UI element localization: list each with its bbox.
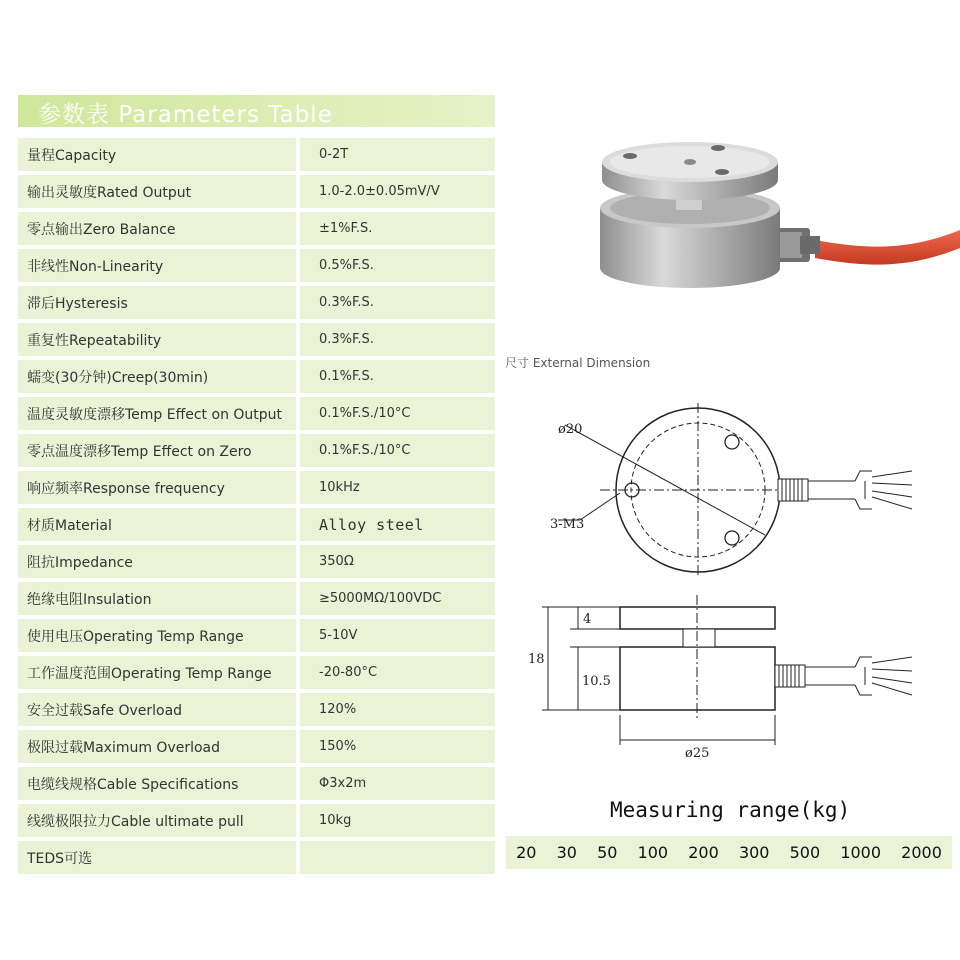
- side-view: [542, 595, 912, 745]
- dim-d25: ø25: [685, 746, 710, 761]
- param-row: [18, 212, 495, 245]
- external-dimension-label: 尺寸 External Dimension: [505, 356, 651, 370]
- dimension-drawing: [520, 395, 960, 775]
- measuring-range-title: Measuring range(kg): [610, 798, 851, 822]
- param-row: [18, 730, 495, 763]
- param-label: 零点输出Zero Balance: [18, 212, 296, 245]
- param-row: [18, 656, 495, 689]
- param-value: 0.1%F.S.: [300, 360, 495, 393]
- param-row: [18, 841, 495, 874]
- param-value: 5-10V: [300, 619, 495, 652]
- param-label: 阻抗Impedance: [18, 545, 296, 578]
- param-value: 0.1%F.S./10°C: [300, 434, 495, 467]
- table-title: 参数表 Parameters Table: [38, 102, 333, 128]
- dim-h10-5: 10.5: [582, 674, 611, 689]
- param-value: -20-80°C: [300, 656, 495, 689]
- dim-d20: ø20: [558, 422, 583, 437]
- param-row: [18, 434, 495, 467]
- param-value: Φ3x2m: [300, 767, 495, 800]
- param-label: 响应频率Response frequency: [18, 471, 296, 504]
- dim-h18: 18: [528, 652, 545, 667]
- param-label: 极限过载Maximum Overload: [18, 730, 296, 763]
- param-row: [18, 286, 495, 319]
- range-value: 50: [597, 843, 618, 862]
- param-label: TEDS可选: [18, 841, 296, 874]
- range-value: 500: [789, 843, 821, 862]
- param-value: 0.1%F.S./10°C: [300, 397, 495, 430]
- range-value: 100: [637, 843, 669, 862]
- param-row: [18, 249, 495, 282]
- param-row: [18, 545, 495, 578]
- param-row: [18, 360, 495, 393]
- product-photo: [590, 140, 960, 300]
- param-row: [18, 397, 495, 430]
- param-value: 120%: [300, 693, 495, 726]
- param-value: 10kg: [300, 804, 495, 837]
- dim-h4: 4: [583, 612, 592, 627]
- param-row: [18, 767, 495, 800]
- top-view: [558, 403, 912, 575]
- param-label: 滞后Hysteresis: [18, 286, 296, 319]
- param-row: [18, 471, 495, 504]
- param-value: 0.3%F.S.: [300, 323, 495, 356]
- param-value: 350Ω: [300, 545, 495, 578]
- param-label: 蠕变(30分钟)Creep(30min): [18, 360, 296, 393]
- param-label: 工作温度范围Operating Temp Range: [18, 656, 296, 689]
- range-value: 2000: [901, 843, 942, 862]
- param-row: [18, 323, 495, 356]
- param-value: ±1%F.S.: [300, 212, 495, 245]
- param-value: 0-2T: [300, 138, 495, 171]
- param-label: 输出灵敏度Rated Output: [18, 175, 296, 208]
- param-label: 线缆极限拉力Cable ultimate pull: [18, 804, 296, 837]
- param-value: 10kHz: [300, 471, 495, 504]
- param-row: [18, 138, 495, 171]
- param-label: 重复性Repeatability: [18, 323, 296, 356]
- param-value: 150%: [300, 730, 495, 763]
- measuring-range-bar: [506, 836, 952, 869]
- table-title-bar: [18, 95, 495, 127]
- param-value: 0.5%F.S.: [300, 249, 495, 282]
- param-label: 温度灵敏度漂移Temp Effect on Output: [18, 397, 296, 430]
- param-label: 零点温度漂移Temp Effect on Zero: [18, 434, 296, 467]
- param-label: 使用电压Operating Temp Range: [18, 619, 296, 652]
- dim-holes: 3-M3: [550, 517, 585, 532]
- param-value: 0.3%F.S.: [300, 286, 495, 319]
- param-row: [18, 582, 495, 615]
- param-row: [18, 804, 495, 837]
- range-value: 1000: [840, 843, 882, 862]
- param-label: 非线性Non-Linearity: [18, 249, 296, 282]
- param-row: [18, 175, 495, 208]
- param-row: [18, 508, 495, 541]
- param-value: ≥5000MΩ/100VDC: [300, 582, 495, 615]
- param-label: 材质Material: [18, 508, 296, 541]
- range-value: 20: [516, 843, 537, 862]
- range-value: 300: [738, 843, 770, 862]
- param-label: 安全过载Safe Overload: [18, 693, 296, 726]
- param-value: [300, 841, 495, 874]
- param-value: Alloy steel: [300, 508, 495, 541]
- param-label: 绝缘电阻Insulation: [18, 582, 296, 615]
- param-row: [18, 693, 495, 726]
- param-label: 量程Capacity: [18, 138, 296, 171]
- param-value: 1.0-2.0±0.05mV/V: [300, 175, 495, 208]
- range-value: 200: [688, 843, 719, 862]
- range-value: 30: [556, 843, 577, 862]
- param-label: 电缆线规格Cable Specifications: [18, 767, 296, 800]
- param-row: [18, 619, 495, 652]
